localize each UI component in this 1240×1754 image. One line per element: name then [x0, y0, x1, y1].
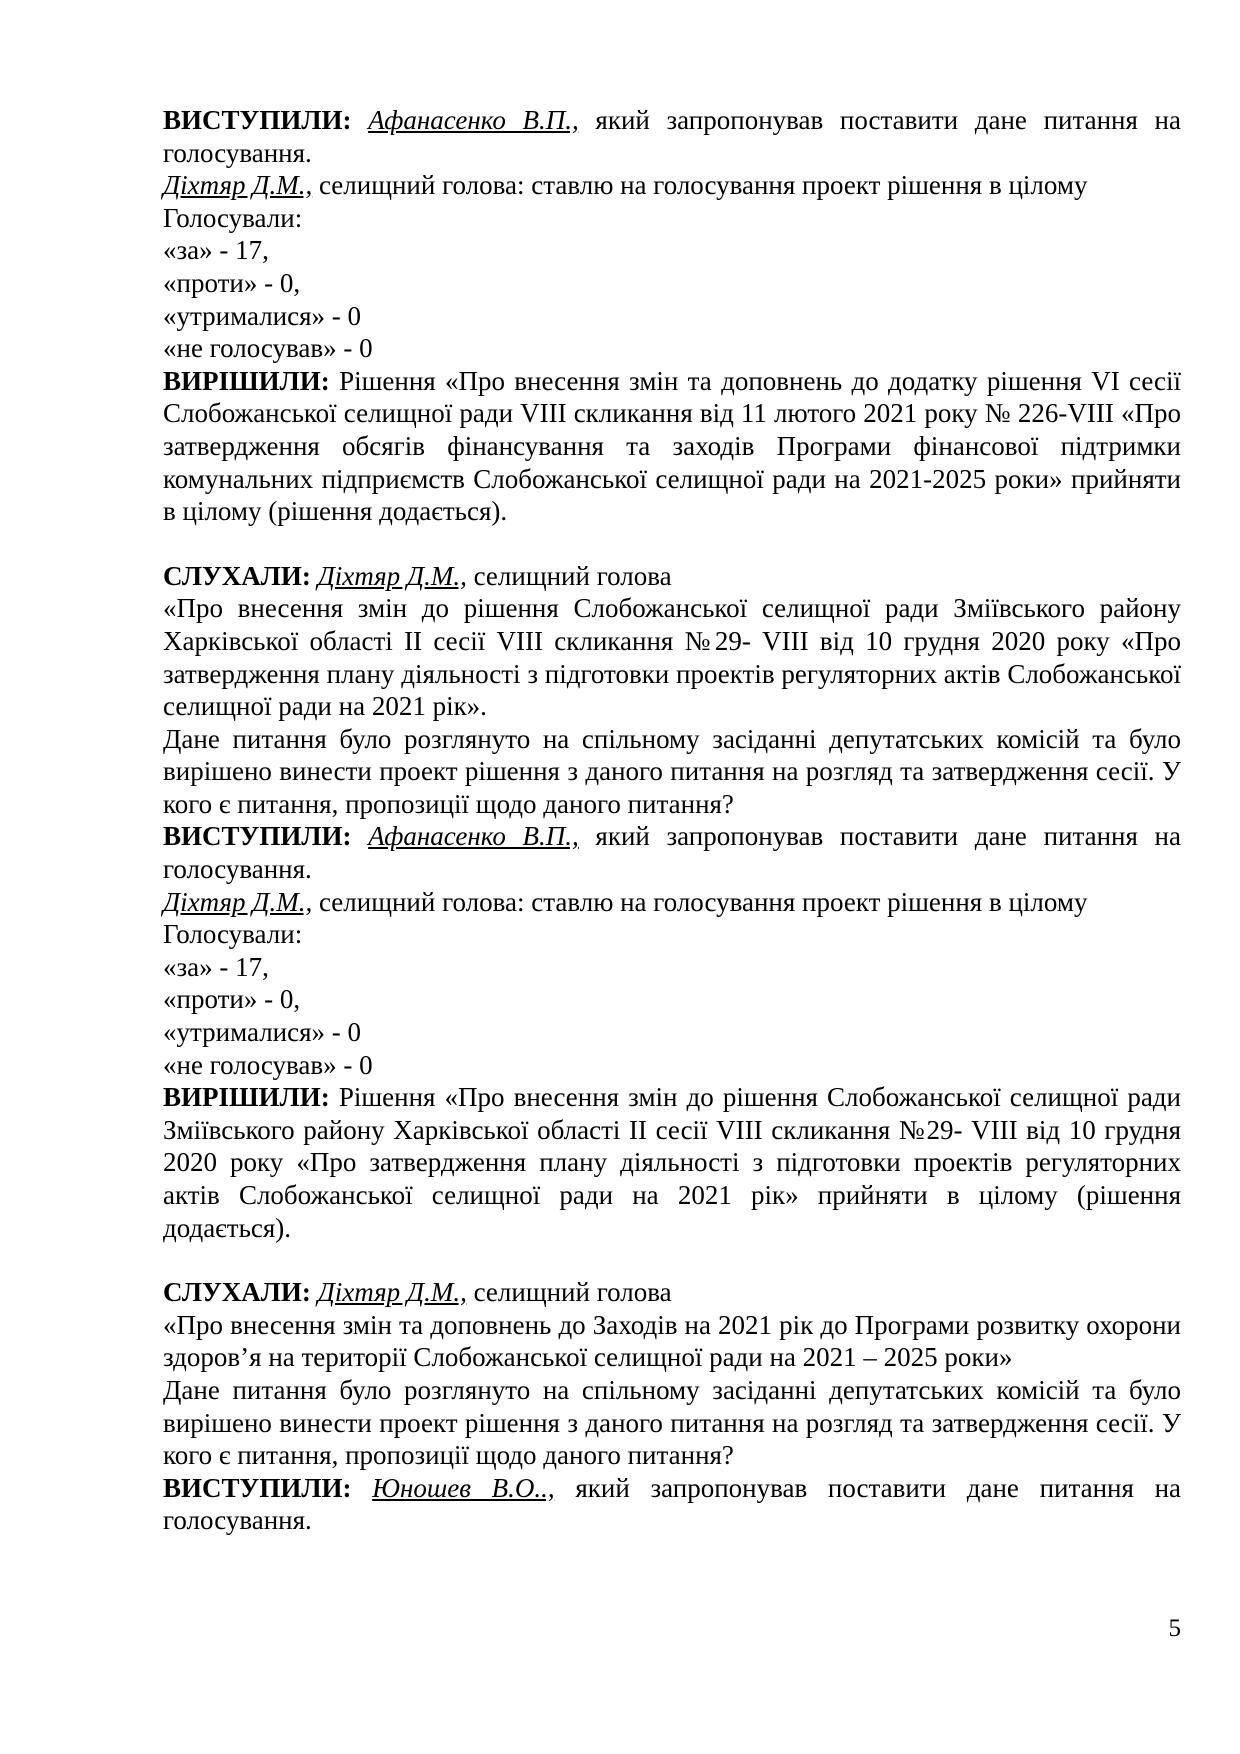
decision-text: Рішення «Про внесення змін та доповнень до додатку рішення VI сесії Слобожанської селищної ради VIII скликання від 11 лютого 2021 року № 226-VIII «Про затвердження обсягів фінансування та заходів Програми фінансової підтримки комунальних підприємств Слобожанської селищної ради на 2021-2025 роки» прийняти в цілому (рішення додається). [163, 365, 1181, 527]
speaker-text: який запропонував поставити дане питання на голосування. [163, 821, 1181, 885]
speakers-label: ВИСТУПИЛИ: [163, 105, 352, 135]
heard-label: СЛУХАЛИ: [163, 1277, 311, 1308]
section-gap [163, 528, 1181, 560]
speaker-paragraph [163, 1472, 1181, 1537]
speaker-name: Афанасенко В.П., [368, 105, 579, 135]
decision-paragraph [163, 1081, 1181, 1244]
section-gap [163, 1244, 1181, 1276]
heard-name: Діхтяр Д.М., [317, 1277, 467, 1308]
speaker-text: який запропонував поставити дане питання на голосування. [163, 1472, 1182, 1536]
head-name: Діхтяр Д.М., [163, 170, 313, 201]
vote-against: «проти» - 0, [163, 984, 301, 1015]
heard-text: селищний голова [466, 560, 672, 591]
decided-label: ВИРІШИЛИ: [163, 1082, 330, 1113]
speaker-text: який запропонував поставити дане питання на голосування. [163, 105, 1181, 168]
page-number: 5 [1168, 1615, 1181, 1642]
heard-paragraph [163, 1276, 1181, 1309]
note-paragraph: Дане питання було розглянуто на спільному засіданні депутатських комісій та було вирішено винести проект рішення з даного питання на розгляд та затвердження сесії. У кого є питання, пропозиції щодо даного питання? [163, 723, 1181, 819]
decided-label: ВИРІШИЛИ: [163, 365, 330, 396]
note-paragraph: Дане питання було розглянуто на спільному засіданні депутатських комісій та було вирішено винести проект рішення з даного питання на розгляд та затвердження сесії. У кого є питання, пропозиції щодо даного питання? [163, 1374, 1181, 1471]
head-text: селищний голова: ставлю на голосування проект рішення в цілому [312, 170, 1088, 201]
votes-title: Голосували: [163, 202, 303, 233]
vote-none: «не голосував» - 0 [163, 1049, 373, 1080]
heard-name: Діхтяр Д.М., [317, 560, 467, 591]
vote-none: «не голосував» - 0 [163, 333, 373, 364]
vote-for: «за» - 17, [163, 235, 269, 266]
vote-against: «проти» - 0, [163, 267, 301, 298]
vote-abstain: «утрималися» - 0 [163, 300, 362, 331]
head-text: селищний голова: ставлю на голосування проект рішення в цілому [312, 886, 1088, 917]
head-statement [163, 169, 1181, 202]
speaker-name: Юношев В.О.., [372, 1472, 555, 1503]
vote-for: «за» - 17, [163, 951, 269, 982]
speaker-paragraph [163, 104, 1181, 169]
head-statement [163, 886, 1181, 919]
vote-abstain: «утрималися» - 0 [163, 1017, 362, 1048]
votes-title: Голосували: [163, 919, 303, 950]
speakers-label: ВИСТУПИЛИ: [163, 1472, 352, 1503]
topic-paragraph: «Про внесення змін та доповнень до Заходів на 2021 рік до Програми розвитку охорони здоров’я на території Слобожанської селищної ради на 2021 – 2025 роки» [163, 1309, 1181, 1373]
head-name: Діхтяр Д.М., [163, 886, 313, 917]
heard-text: селищний голова [466, 1277, 672, 1308]
topic-paragraph: «Про внесення змін до рішення Слобожанської селищної ради Зміївського району Харківської області ІІ сесії VІІІ скликання №29- VІІІ від 10 грудня 2020 року «Про затвердження плану діяльності з підготовки проектів регуляторних актів Слобожанської селищної ради на 2021 рік». [163, 593, 1181, 722]
decision-text: Рішення «Про внесення змін до рішення Слобожанської селищної ради Зміївського району Харківської області ІІ сесії VІІІ скликання №29- VІІІ від 10 грудня 2020 року «Про затвердження плану діяльності з підготовки проектів регуляторних актів Слобожанської селищної ради на 2021 рік» прийняти в цілому (рішення додається). [163, 1082, 1181, 1243]
speaker-paragraph [163, 820, 1181, 885]
heard-paragraph [163, 560, 1181, 593]
speaker-name: Афанасенко В.П., [368, 821, 579, 852]
decision-paragraph [163, 365, 1181, 528]
document-page [163, 104, 1181, 1537]
speakers-label: ВИСТУПИЛИ: [163, 821, 352, 852]
heard-label: СЛУХАЛИ: [163, 560, 311, 591]
